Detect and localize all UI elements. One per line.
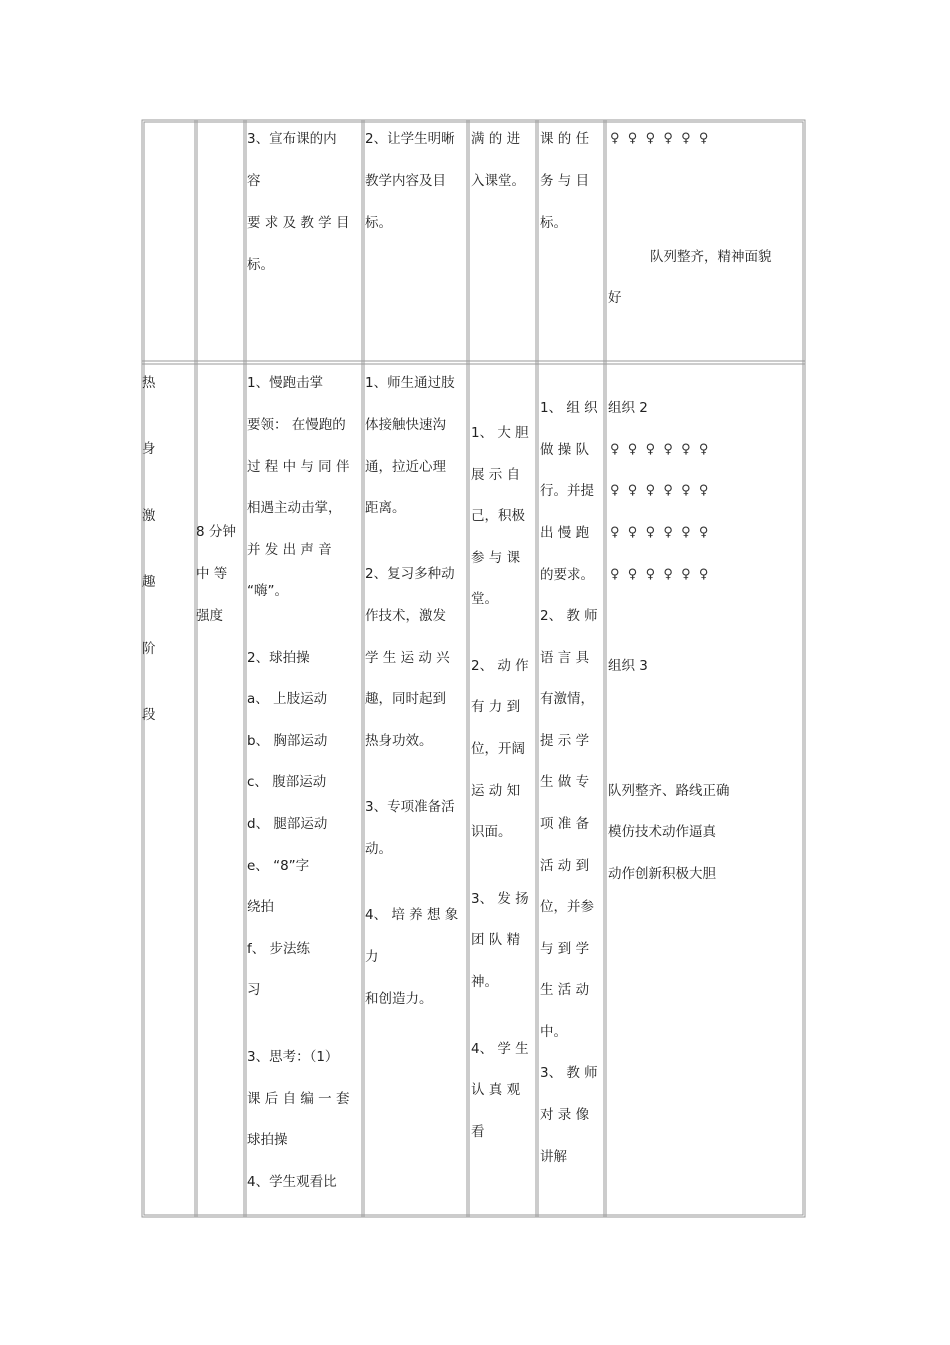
stage-char: 趣 [142,574,156,590]
content-line: f、 步法练 [247,941,311,957]
stage-char: 热 [142,375,156,391]
content-line: a、 上肢运动 [247,691,328,707]
row1-student-line: 入课堂。 [471,173,525,189]
content-line: 习 [247,982,261,998]
female-symbol-row: ♀ ♀ ♀ ♀ ♀ ♀ [610,483,709,498]
student-line: 团 队 精 [471,932,521,948]
row1-teacher-line: 务 与 目 [540,173,590,189]
student-line: 1、 大 胆 [471,425,529,441]
row1-teacher-line: 标。 [540,215,567,231]
goals-line: 趣，同时起到 [365,691,446,707]
teacher-line: 活 动 到 [540,858,590,874]
content-line: b、 胸部运动 [247,733,328,749]
row1-org-note: 好 [608,290,622,306]
org-note: 动作创新积极大胆 [608,866,716,882]
teacher-line: 生 活 动 [540,982,590,998]
female-symbol-row: ♀ ♀ ♀ ♀ ♀ ♀ [610,567,709,582]
org-note: 队列整齐、路线正确 [608,783,730,799]
row1-content-line: 要 求 及 教 学 目 [247,215,350,231]
goals-line: 3、专项准备活 [365,799,455,815]
student-line: 识面。 [471,824,512,840]
teacher-line: 讲解 [540,1149,567,1165]
teacher-line: 的要求。 [540,567,594,583]
content-line: d、 腿部运动 [247,816,328,832]
row1-goal-line: 标。 [365,215,392,231]
row1-content-line: 容 [247,173,261,189]
teacher-line: 2、 教 师 [540,608,598,624]
teacher-line: 做 操 队 [540,442,590,458]
teacher-line: 提 示 学 [540,733,590,749]
stage-char: 段 [142,707,156,723]
org-label-2: 组织 2 [608,400,648,416]
goals-line: 和创造力。 [365,991,433,1007]
org-note: 模仿技术动作逼真 [608,824,716,840]
goals-line: 体接触快速沟 [365,417,446,433]
student-line: 3、 发 扬 [471,891,529,907]
row1-content-line: 3、宣布课的内 [247,131,337,147]
row1-goal-line: 教学内容及目 [365,173,446,189]
teacher-line: 中。 [540,1024,567,1040]
row1-student-line: 满 的 进 [471,131,521,147]
goals-line: 2、复习多种动 [365,566,455,582]
stage-char: 身 [142,441,156,457]
row1-content-line: 标。 [247,257,274,273]
goals-line: 距离。 [365,500,406,516]
content-line: 2、球拍操 [247,650,310,666]
teacher-line: 3、 教 师 [540,1065,598,1081]
row1-teacher-line: 课 的 任 [540,131,590,147]
content-line: 过 程 中 与 同 伴 [247,459,350,475]
row1-org-note: 队列整齐，精神面貌 [650,249,772,265]
student-line: 位，开阔 [471,741,525,757]
student-line: 己，积极 [471,508,525,524]
row1-goal-line: 2、让学生明晰 [365,131,455,147]
goals-line: 力 [365,949,379,965]
teacher-line: 行。并提 [540,483,594,499]
female-symbol-row: ♀ ♀ ♀ ♀ ♀ ♀ [610,525,709,540]
goals-line: 1、师生通过肢 [365,375,455,391]
student-line: 2、 动 作 [471,658,529,674]
teacher-line: 出 慢 跑 [540,525,590,541]
content-line: 球拍操 [247,1132,288,1148]
content-line: 要领： 在慢跑的 [247,417,346,433]
student-line: 4、 学 生 [471,1041,529,1057]
content-line: 3、思考：（1） [247,1049,339,1065]
teacher-line: 有激情， [540,691,594,707]
org-label-3: 组织 3 [608,658,648,674]
female-symbol-row: ♀ ♀ ♀ ♀ ♀ ♀ [610,131,709,146]
goals-line: 通，拉近心理 [365,459,446,475]
content-line: 4、学生观看比 [247,1174,337,1190]
student-line: 认 真 观 [471,1082,521,1098]
goals-line: 学 生 运 动 兴 [365,650,450,666]
goals-line: 作技术，激发 [365,608,446,624]
content-line: 并 发 出 声 音 [247,542,332,558]
content-line: e、 “8”字 [247,858,310,874]
teacher-line: 位，并参 [540,899,594,915]
goals-line: 动。 [365,841,392,857]
student-line: 堂。 [471,591,498,607]
content-line: 相遇主动击掌， [247,500,342,516]
content-line: c、 腹部运动 [247,774,327,790]
time-line: 中 等 [196,566,228,582]
time-line: 8 分钟 [196,524,236,540]
content-line: 课 后 自 编 一 套 [247,1091,350,1107]
content-line: 绕拍 [247,899,274,915]
teacher-line: 1、 组 织 [540,400,598,416]
teacher-line: 对 录 像 [540,1107,590,1123]
student-line: 参 与 课 [471,550,521,566]
student-line: 看 [471,1124,485,1140]
goals-line: 4、 培 养 想 象 [365,907,459,923]
teacher-line: 项 准 备 [540,816,590,832]
teacher-line: 与 到 学 [540,941,590,957]
content-line: “嗨”。 [247,583,288,599]
goals-line: 热身功效。 [365,733,433,749]
content-line: 1、慢跑击掌 [247,375,324,391]
teacher-line: 语 言 具 [540,650,590,666]
student-line: 运 动 知 [471,783,521,799]
student-line: 有 力 到 [471,699,521,715]
student-line: 神。 [471,974,498,990]
time-line: 强度 [196,608,223,624]
teacher-line: 生 做 专 [540,774,590,790]
stage-char: 激 [142,508,156,524]
female-symbol-row: ♀ ♀ ♀ ♀ ♀ ♀ [610,442,709,457]
stage-char: 阶 [142,641,156,657]
student-line: 展 示 自 [471,467,521,483]
